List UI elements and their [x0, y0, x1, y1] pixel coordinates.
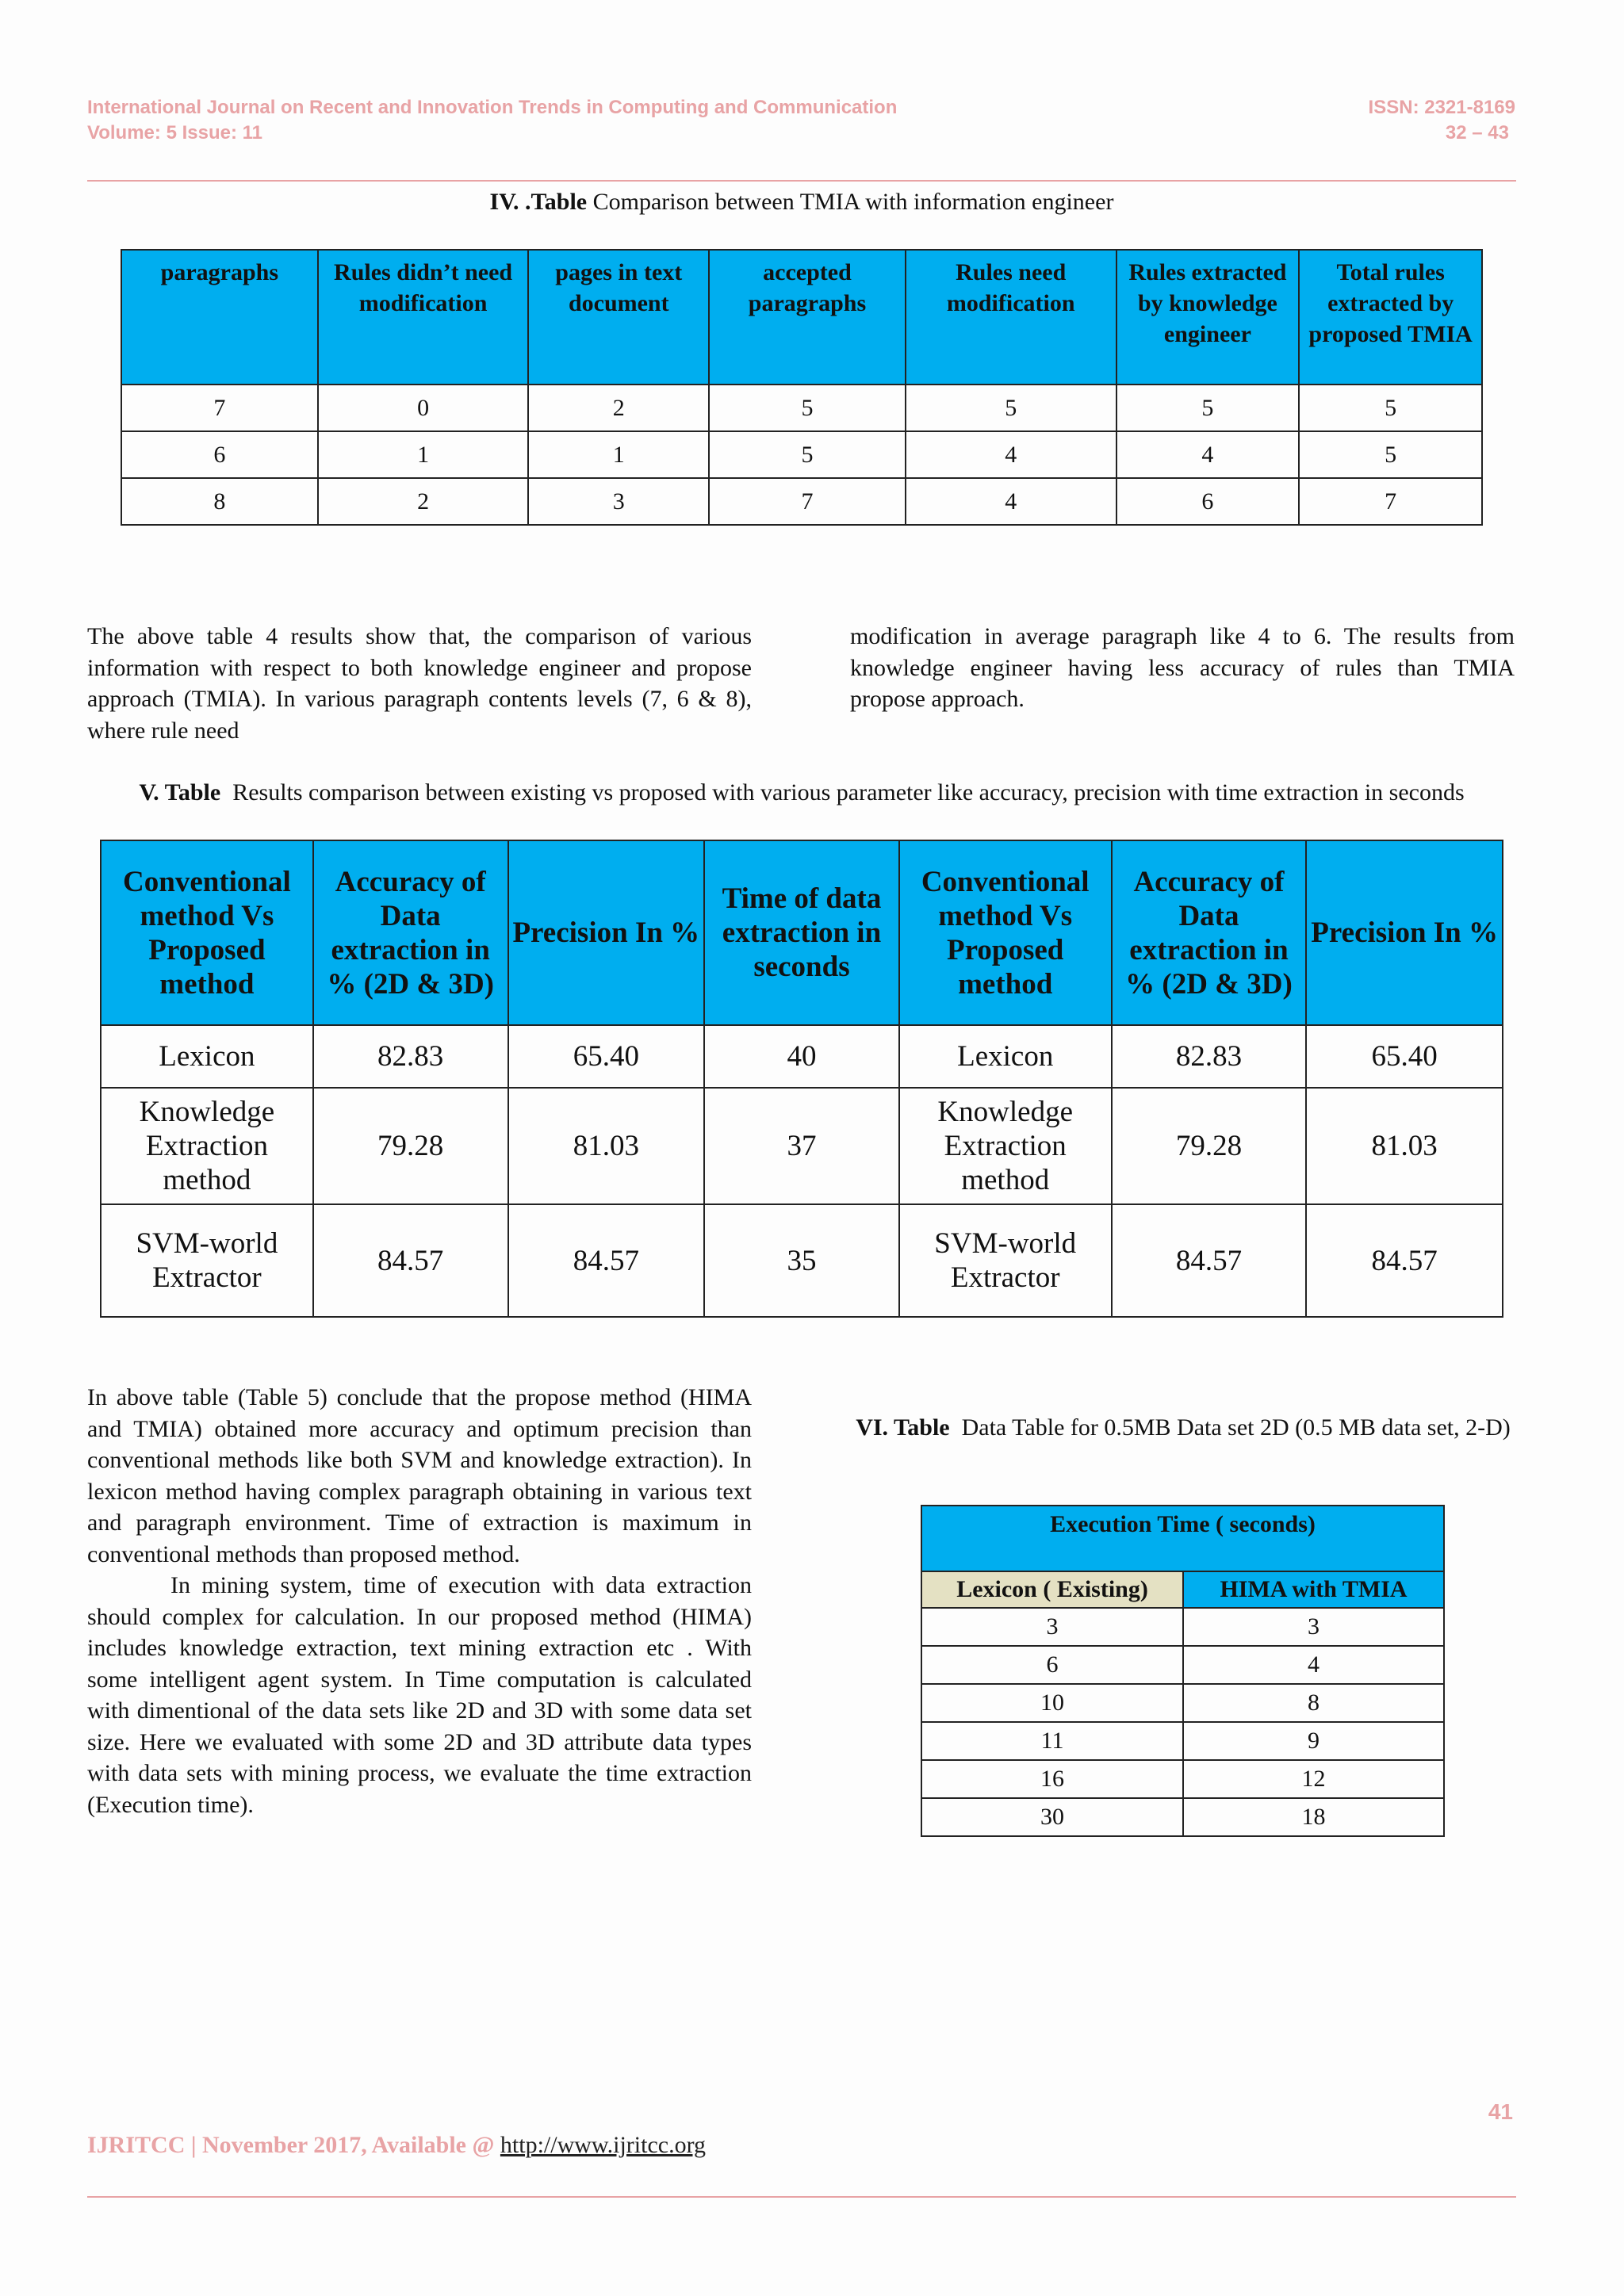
table6-caption-label: VI. Table	[856, 1414, 950, 1441]
table-cell: SVM-world Extractor	[101, 1204, 313, 1317]
table-row	[921, 1722, 1444, 1760]
table-row	[921, 1760, 1444, 1798]
table-row	[101, 1025, 1503, 1088]
table-cell: 7	[1299, 478, 1482, 525]
table-cell: 16	[921, 1760, 1183, 1798]
table-cell: 84.57	[1306, 1204, 1503, 1317]
footer-text: IJRITCC | November 2017, Available @	[87, 2132, 500, 2158]
table4-header-cell: pages in text document	[528, 250, 709, 385]
table-cell: 1	[318, 431, 529, 478]
table5-header-cell: Precision In %	[508, 840, 705, 1025]
table-cell: 84.57	[1112, 1204, 1307, 1317]
table5-header-row	[101, 840, 1503, 1025]
table4-header-cell: Rules need modification	[906, 250, 1116, 385]
table-cell: 37	[704, 1088, 899, 1204]
paragraph-table5-discussion	[87, 1382, 752, 1820]
table4-caption-label: IV. .Table	[489, 189, 588, 215]
table-cell: 4	[1183, 1646, 1444, 1684]
table-cell: 82.83	[313, 1025, 508, 1088]
table4-header-cell: accepted paragraphs	[709, 250, 906, 385]
table-cell: 3	[921, 1608, 1183, 1646]
paragraph-text: In mining system, time of execution with data extraction should complex for calculation. In our proposed method (HIMA) includes knowledge extraction, text mining extraction etc . With some intelligent agent system. In Time computation is calculated with dimentional of the data sets like 2D and 3D with some data set size. Here we evaluated with some 2D and 3D attribute data types with data sets with mining process, we evaluate the time extraction (Execution time).	[87, 1572, 752, 1818]
table-cell: Lexicon	[899, 1025, 1112, 1088]
table-cell: 5	[906, 385, 1116, 431]
table-row	[101, 1204, 1503, 1317]
table-cell: 4	[1116, 431, 1300, 478]
table-row	[921, 1684, 1444, 1722]
table-cell: 2	[318, 478, 529, 525]
table-row	[121, 385, 1482, 431]
table-cell: 10	[921, 1684, 1183, 1722]
table-cell: 8	[121, 478, 318, 525]
table-cell: 82.83	[1112, 1025, 1307, 1088]
table-cell: 65.40	[1306, 1025, 1503, 1088]
table-cell: 81.03	[508, 1088, 705, 1204]
paragraph-table4-right	[850, 621, 1515, 715]
page-range: 32 – 43	[1445, 122, 1509, 144]
table-row	[121, 478, 1482, 525]
table-cell: SVM-world Extractor	[899, 1204, 1112, 1317]
table-row	[921, 1798, 1444, 1836]
paragraph-text: modification in average paragraph like 4 to 6. The results from knowledge engineer having less accuracy of rules than TMIA propose approach.	[850, 623, 1515, 712]
table6-header-cell: Lexicon ( Existing)	[921, 1571, 1183, 1608]
table-cell: 6	[921, 1646, 1183, 1684]
table-cell: 12	[1183, 1760, 1444, 1798]
table-cell: 40	[704, 1025, 899, 1088]
table5	[100, 840, 1503, 1318]
paragraph-text: In above table (Table 5) conclude that the propose method (HIMA and TMIA) obtained more accuracy and optimum precision than conventional methods like both SVM and knowledge extraction). In lexicon method having complex paragraph obtaining in various text and paragraph environment. Time of extraction is maximum in conventional methods than proposed method.	[87, 1384, 752, 1567]
footer-rule	[87, 2196, 1516, 2198]
table5-header-cell: Time of data extraction in seconds	[704, 840, 899, 1025]
table-cell: 35	[704, 1204, 899, 1317]
header-rule	[87, 180, 1516, 182]
table-cell: 5	[709, 385, 906, 431]
table-cell: Knowledge Extraction method	[899, 1088, 1112, 1204]
table5-header-cell: Accuracy of Data extraction in % (2D & 3D)	[313, 840, 508, 1025]
table5-caption-text: Results comparison between existing vs proposed with various parameter like accuracy, precision with time extraction in seconds	[232, 779, 1465, 806]
table-cell: 6	[1116, 478, 1300, 525]
table-cell: Knowledge Extraction method	[101, 1088, 313, 1204]
table-row	[921, 1608, 1444, 1646]
table-cell: 30	[921, 1798, 1183, 1836]
table-cell: 65.40	[508, 1025, 705, 1088]
table-row	[101, 1088, 1503, 1204]
table6-header-cell: HIMA with TMIA	[1183, 1571, 1444, 1608]
table6	[921, 1505, 1445, 1837]
table-cell: 79.28	[313, 1088, 508, 1204]
table-cell: 11	[921, 1722, 1183, 1760]
table4-header-cell: Total rules extracted by proposed TMIA	[1299, 250, 1482, 385]
table6-caption-text: Data Table for 0.5MB Data set 2D (0.5 MB data set, 2-D)	[961, 1414, 1511, 1441]
table-cell: 81.03	[1306, 1088, 1503, 1204]
journal-title: International Journal on Recent and Innovation Trends in Computing and Communication	[87, 97, 898, 118]
table-cell: 5	[1116, 385, 1300, 431]
table-cell: 6	[121, 431, 318, 478]
table-cell: 1	[528, 431, 709, 478]
table-row	[121, 431, 1482, 478]
table-cell: 7	[709, 478, 906, 525]
table4-caption	[87, 187, 1516, 217]
page-number: 41	[1488, 2099, 1513, 2124]
table5-header-cell: Conventional method Vs Proposed method	[101, 840, 313, 1025]
table5-header-cell: Precision In %	[1306, 840, 1503, 1025]
table5-caption-label: V. Table	[139, 779, 221, 806]
volume-info: Volume: 5 Issue: 11	[87, 122, 262, 144]
table4-header-cell: paragraphs	[121, 250, 318, 385]
table5-header-cell: Conventional method Vs Proposed method	[899, 840, 1112, 1025]
footer	[87, 2131, 706, 2160]
table-cell: 84.57	[313, 1204, 508, 1317]
table-cell: 4	[906, 478, 1116, 525]
issn: ISSN: 2321-8169	[1368, 97, 1515, 118]
table-cell: 84.57	[508, 1204, 705, 1317]
table-cell: 18	[1183, 1798, 1444, 1836]
table4-header-row	[121, 250, 1482, 385]
table-cell: 5	[1299, 385, 1482, 431]
table5-header-cell: Accuracy of Data extraction in % (2D & 3D)	[1112, 840, 1307, 1025]
table-cell: Lexicon	[101, 1025, 313, 1088]
table-cell: 5	[1299, 431, 1482, 478]
table-cell: 4	[906, 431, 1116, 478]
table4-header-cell: Rules extracted by knowledge engineer	[1116, 250, 1300, 385]
footer-link[interactable]: http://www.ijritcc.org	[500, 2132, 707, 2158]
table-cell: 2	[528, 385, 709, 431]
paragraph-table4-left	[87, 621, 752, 746]
table6-subheader-row	[921, 1571, 1444, 1608]
table-cell: 7	[121, 385, 318, 431]
table4-header-cell: Rules didn’t need modification	[318, 250, 529, 385]
table6-caption	[850, 1413, 1516, 1443]
table6-header-row	[921, 1506, 1444, 1571]
table-row	[921, 1646, 1444, 1684]
table-cell: 3	[1183, 1608, 1444, 1646]
table-cell: 0	[318, 385, 529, 431]
table4-caption-text: Comparison between TMIA with information engineer	[592, 189, 1114, 215]
table-cell: 9	[1183, 1722, 1444, 1760]
table-cell: 8	[1183, 1684, 1444, 1722]
table-cell: 3	[528, 478, 709, 525]
table6-top-header: Execution Time ( seconds)	[921, 1506, 1444, 1571]
table5-caption	[87, 778, 1516, 808]
paragraph-text: The above table 4 results show that, the comparison of various information with respect to both knowledge engineer and propose approach (TMIA). In various paragraph contents levels (7, 6 & 8), where rule need	[87, 623, 752, 744]
table-cell: 5	[709, 431, 906, 478]
table4	[121, 249, 1483, 526]
table-cell: 79.28	[1112, 1088, 1307, 1204]
